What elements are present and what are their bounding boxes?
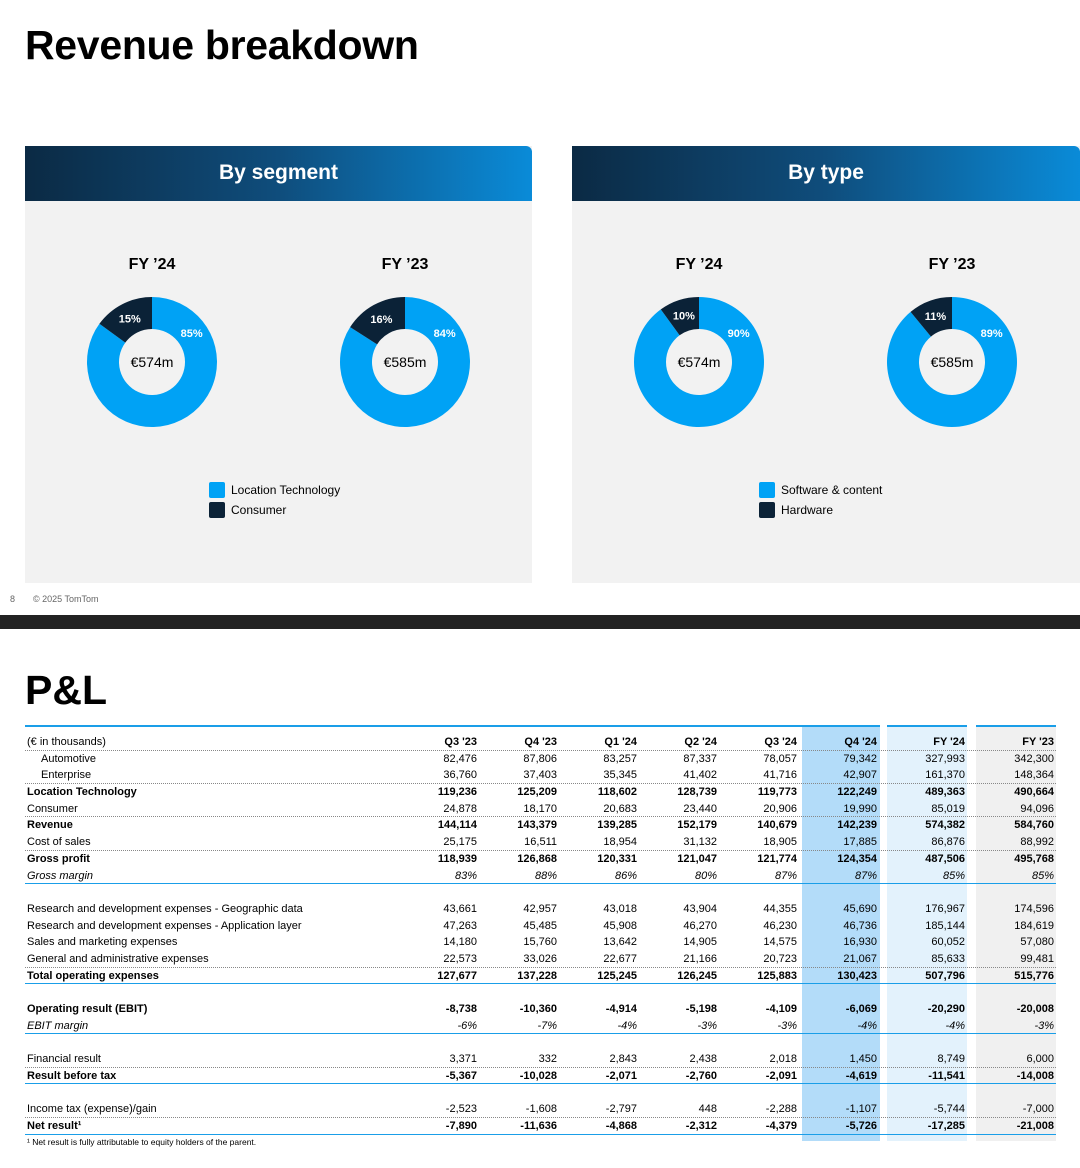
table-cell: -8,738	[445, 1003, 477, 1015]
table-cell: -3%	[1034, 1019, 1054, 1032]
legend-item-consumer	[209, 500, 340, 520]
table-cell: -10,028	[519, 1069, 557, 1082]
table-row	[25, 784, 1056, 801]
table-cell: 16,930	[843, 936, 877, 949]
legend-swatch-dark	[209, 502, 225, 518]
slide-footer	[0, 594, 1080, 606]
donut-label: FY ’24	[675, 256, 723, 273]
table-cell: -7,890	[445, 1119, 477, 1132]
table-cell: 85%	[942, 869, 965, 882]
row-label: Financial result	[27, 1053, 101, 1066]
donut-center-value: €585m	[930, 354, 974, 370]
table-row	[25, 801, 1056, 818]
header-label: (€ in thousands)	[27, 736, 106, 748]
legend-swatch-light	[759, 482, 775, 498]
panel-heading: By type	[788, 161, 864, 184]
table-cell: 79,342	[843, 752, 877, 765]
table-cell: 119,773	[757, 786, 797, 799]
table-cell: -2,523	[445, 1103, 477, 1116]
legend-item-hardware	[759, 500, 882, 520]
table-row	[25, 1001, 1056, 1018]
table-cell: 25,175	[443, 836, 477, 849]
table-cell: 41,402	[683, 769, 717, 782]
donut-label-light: 84%	[433, 328, 456, 341]
table-cell: 94,096	[1020, 802, 1054, 815]
table-cell: -5,198	[685, 1003, 717, 1015]
table-row	[25, 918, 1056, 935]
table-cell: 1,450	[849, 1053, 877, 1066]
table-cell: 37,403	[523, 769, 557, 782]
table-cell: 21,166	[683, 952, 717, 965]
table-row	[25, 934, 1056, 951]
table-cell: 31,132	[683, 836, 717, 849]
table-cell: 45,485	[523, 919, 557, 932]
table-cell: -4%	[857, 1019, 877, 1032]
table-cell: 342,300	[1014, 752, 1054, 765]
table-cell: 14,575	[763, 936, 797, 949]
row-label: Revenue	[27, 819, 73, 832]
table-row	[25, 901, 1056, 918]
column-header: Q3 '23	[444, 736, 477, 748]
row-label: Cost of sales	[27, 836, 91, 849]
table-cell: -17,285	[927, 1119, 965, 1132]
table-cell: 99,481	[1020, 952, 1054, 965]
panel-header	[572, 146, 1080, 201]
row-label: Sales and marketing expenses	[27, 936, 178, 949]
table-cell: 22,573	[443, 952, 477, 965]
donut-label-dark: 15%	[118, 313, 141, 326]
table-cell: -4,914	[605, 1003, 637, 1015]
table-cell: 125,209	[517, 786, 557, 799]
table-cell: 490,664	[1014, 786, 1054, 799]
table-cell: -14,008	[1016, 1069, 1054, 1082]
table-cell: 17,885	[843, 836, 877, 849]
table-cell: -21,008	[1016, 1119, 1054, 1132]
table-cell: -2,071	[605, 1069, 637, 1082]
table-cell: 2,438	[689, 1053, 717, 1066]
table-cell: 139,285	[597, 819, 637, 832]
table-cell: 86%	[614, 869, 637, 882]
table-row	[25, 767, 1056, 784]
table-cell: 18,905	[763, 836, 797, 849]
donut-svg	[86, 296, 218, 428]
table-cell: 88,992	[1020, 836, 1054, 849]
table-cell: 88%	[534, 869, 557, 882]
table-cell: 85%	[1031, 869, 1054, 882]
table-cell: 144,114	[437, 819, 477, 832]
table-cell: -7,000	[1022, 1103, 1054, 1116]
table-cell: 46,270	[683, 919, 717, 932]
page-number: 8	[10, 594, 16, 604]
table-cell: 137,228	[517, 969, 557, 982]
table-cell: 122,249	[837, 786, 877, 799]
table-cell: -20,008	[1016, 1003, 1054, 1015]
table-cell: 20,906	[763, 802, 797, 815]
pl-table	[25, 726, 1056, 1135]
table-cell: 43,661	[443, 902, 477, 915]
donut-center-value: €574m	[130, 354, 174, 370]
column-header: Q3 '24	[764, 736, 797, 748]
table-cell: 60,052	[931, 936, 965, 949]
table-cell: 489,363	[925, 786, 965, 799]
donut-chart-type-fy23	[882, 256, 1022, 428]
table-cell: 45,690	[843, 902, 877, 915]
table-cell: 118,939	[437, 852, 477, 865]
table-cell: -6%	[457, 1019, 477, 1032]
table-row	[25, 1118, 1056, 1135]
column-header: Q4 '23	[524, 736, 557, 748]
table-cell: 19,990	[843, 802, 877, 815]
donut-center-value: €585m	[383, 354, 427, 370]
legend-label: Software & content	[781, 483, 883, 497]
table-cell: 46,736	[843, 919, 877, 932]
table-cell: 42,907	[843, 769, 877, 782]
table-header-row	[25, 734, 1056, 751]
table-cell: 46,230	[763, 919, 797, 932]
table-cell: 128,739	[677, 786, 717, 799]
table-cell: 85,019	[931, 802, 965, 815]
table-cell: 87,337	[683, 752, 717, 765]
table-cell: -5,367	[445, 1069, 477, 1082]
table-cell: 20,683	[603, 802, 637, 815]
pl-slide	[0, 629, 1080, 1168]
table-cell: 124,354	[837, 852, 877, 865]
row-label: Total operating expenses	[27, 969, 159, 982]
table-row	[25, 751, 1056, 768]
legend-swatch-dark	[759, 502, 775, 518]
row-label: Result before tax	[27, 1069, 117, 1082]
copyright: © 2025 TomTom	[33, 594, 99, 604]
table-cell: 507,796	[925, 969, 965, 982]
table-cell: 126,868	[517, 852, 557, 865]
table-cell: -10,360	[519, 1003, 557, 1015]
row-label: Enterprise	[41, 769, 92, 782]
column-header: FY '23	[1022, 736, 1054, 748]
table-cell: -4%	[945, 1019, 965, 1032]
table-cell: 35,345	[603, 769, 637, 782]
table-cell: 448	[698, 1103, 717, 1116]
table-cell: 6,000	[1026, 1053, 1054, 1066]
table-cell: 121,047	[677, 852, 717, 865]
table-cell: 140,679	[757, 819, 797, 832]
row-label: Gross margin	[27, 869, 94, 882]
table-cell: 174,596	[1014, 902, 1054, 915]
table-row	[25, 834, 1056, 851]
table-cell: -3%	[697, 1019, 717, 1032]
table-cell: 118,602	[597, 786, 637, 799]
row-label: Research and development expenses - Application layer	[27, 919, 302, 932]
donut-label: FY ’24	[128, 256, 176, 273]
table-cell: 14,180	[443, 936, 477, 949]
table-cell: -3%	[777, 1019, 797, 1032]
donut-label: FY ’23	[381, 256, 429, 273]
table-cell: 21,067	[843, 952, 877, 965]
row-label: Net result¹	[27, 1119, 82, 1132]
table-cell: 185,144	[925, 919, 965, 932]
table-cell: -2,797	[605, 1103, 637, 1116]
table-cell: 327,993	[925, 752, 965, 765]
table-cell: 18,170	[523, 802, 557, 815]
table-cell: -20,290	[927, 1003, 965, 1015]
table-cell: 120,331	[597, 852, 637, 865]
table-cell: -7%	[537, 1019, 557, 1032]
table-cell: -2,312	[685, 1119, 717, 1132]
table-cell: 82,476	[443, 752, 477, 765]
table-cell: 15,760	[523, 936, 557, 949]
by-type-panel	[572, 146, 1080, 583]
table-cell: 83,257	[603, 752, 637, 765]
donut-chart-type-fy24	[629, 256, 769, 428]
table-cell: 2,843	[609, 1053, 637, 1066]
table-row	[25, 868, 1056, 885]
table-cell: -4,619	[845, 1069, 877, 1082]
table-cell: 161,370	[925, 769, 965, 782]
donut-label-light: 85%	[180, 328, 203, 341]
table-cell: 332	[538, 1053, 557, 1066]
table-cell: 44,355	[763, 902, 797, 915]
table-cell: 87,806	[523, 752, 557, 765]
donut-svg	[886, 296, 1018, 428]
table-cell: 36,760	[443, 769, 477, 782]
table-cell: 2,018	[769, 1053, 797, 1066]
column-header: FY '24	[933, 736, 965, 748]
table-cell: 3,371	[449, 1053, 477, 1066]
table-cell: 152,179	[677, 819, 717, 832]
table-cell: 142,239	[837, 819, 877, 832]
table-cell: 125,245	[597, 969, 637, 982]
row-label: Gross profit	[27, 852, 90, 865]
row-label: Income tax (expense)/gain	[27, 1103, 157, 1116]
donut-label: FY ’23	[928, 256, 976, 273]
table-cell: 14,905	[683, 936, 717, 949]
table-cell: 86,876	[931, 836, 965, 849]
table-cell: 487,506	[925, 852, 965, 865]
table-cell: 87%	[774, 869, 797, 882]
table-cell: 125,883	[757, 969, 797, 982]
table-cell: 47,263	[443, 919, 477, 932]
table-cell: 18,954	[603, 836, 637, 849]
table-cell: 41,716	[763, 769, 797, 782]
table-cell: -4,379	[765, 1119, 797, 1132]
donut-svg	[339, 296, 471, 428]
donut-label-dark: 10%	[672, 310, 695, 323]
donut-center-value: €574m	[677, 354, 721, 370]
table-cell: 495,768	[1014, 852, 1054, 865]
by-segment-panel	[25, 146, 532, 583]
legend-label: Location Technology	[231, 483, 341, 497]
row-label: EBIT margin	[27, 1019, 89, 1032]
table-cell: -2,288	[765, 1103, 797, 1116]
legend-label: Consumer	[231, 503, 287, 517]
donut-svg	[633, 296, 765, 428]
table-cell: 176,967	[925, 902, 965, 915]
donut-label-dark: 16%	[370, 314, 393, 327]
panel-heading: By segment	[218, 161, 339, 184]
legend-item-location-technology	[209, 480, 340, 500]
donut-chart-segment-fy24	[82, 256, 222, 428]
table-row	[25, 1101, 1056, 1118]
table-cell: 8,749	[937, 1053, 965, 1066]
table-row	[25, 1068, 1056, 1085]
table-row	[25, 851, 1056, 868]
table-cell: -5,726	[845, 1119, 877, 1132]
table-row	[25, 951, 1056, 968]
table-row	[25, 817, 1056, 834]
table-cell: -1,107	[845, 1103, 877, 1116]
table-cell: 43,904	[683, 902, 717, 915]
table-cell: 78,057	[763, 752, 797, 765]
donut-label-light: 90%	[727, 328, 750, 341]
table-cell: 45,908	[603, 919, 637, 932]
table-cell: -2,091	[765, 1069, 797, 1082]
table-cell: 130,423	[837, 969, 877, 982]
table-cell: 127,677	[437, 969, 477, 982]
table-cell: 85,633	[931, 952, 965, 965]
table-cell: 584,760	[1014, 819, 1054, 832]
table-cell: 22,677	[603, 952, 637, 965]
slide-divider	[0, 615, 1080, 629]
row-label: General and administrative expenses	[27, 952, 209, 965]
table-cell: 43,018	[603, 902, 637, 915]
table-cell: 33,026	[523, 952, 557, 965]
panel-header	[25, 146, 532, 201]
table-cell: 119,236	[437, 786, 477, 799]
table-cell: -11,636	[520, 1119, 557, 1132]
table-cell: 20,723	[763, 952, 797, 965]
row-label: Research and development expenses - Geographic data	[27, 902, 303, 915]
column-header: Q4 '24	[844, 736, 877, 748]
row-label: Operating result (EBIT)	[27, 1003, 148, 1015]
row-label: Consumer	[27, 802, 78, 815]
table-cell: 184,619	[1014, 919, 1054, 932]
table-cell: 574,382	[925, 819, 965, 832]
table-cell: -5,744	[933, 1103, 965, 1116]
table-cell: -4%	[617, 1019, 637, 1032]
table-cell: -4,109	[765, 1003, 797, 1015]
table-cell: 126,245	[677, 969, 717, 982]
footnote: ¹ Net result is fully attributable to equity holders of the parent.	[27, 1137, 257, 1147]
legend	[759, 480, 882, 520]
legend-swatch-light	[209, 482, 225, 498]
row-label: Location Technology	[27, 786, 137, 799]
table-cell: 143,379	[517, 819, 557, 832]
table-row	[25, 1018, 1056, 1035]
donut-chart-segment-fy23	[335, 256, 475, 428]
table-cell: -1,608	[525, 1103, 557, 1116]
column-header: Q2 '24	[684, 736, 717, 748]
table-cell: 87%	[854, 869, 877, 882]
table-cell: -11,541	[928, 1069, 965, 1082]
table-cell: 57,080	[1020, 936, 1054, 949]
table-cell: 24,878	[443, 802, 477, 815]
table-cell: -2,760	[685, 1069, 717, 1082]
row-label: Automotive	[41, 752, 97, 765]
table-cell: -6,069	[845, 1003, 877, 1015]
legend	[209, 480, 340, 520]
column-header: Q1 '24	[604, 736, 637, 748]
table-cell: 13,642	[603, 936, 637, 949]
table-cell: 148,364	[1014, 769, 1054, 782]
table-row	[25, 1051, 1056, 1068]
table-cell: -4,868	[605, 1119, 637, 1132]
table-cell: 515,776	[1014, 969, 1054, 982]
table-cell: 23,440	[683, 802, 717, 815]
table-cell: 42,957	[523, 902, 557, 915]
table-cell: 80%	[694, 869, 717, 882]
slide-title: Revenue breakdown	[25, 22, 419, 68]
slide-title: P&L	[25, 667, 107, 713]
table-cell: 121,774	[757, 852, 797, 865]
legend-label: Hardware	[781, 503, 834, 517]
table-cell: 83%	[454, 869, 477, 882]
table-cell: 16,511	[524, 836, 557, 849]
table-row	[25, 968, 1056, 985]
legend-item-software-content	[759, 480, 882, 500]
donut-label-dark: 11%	[924, 310, 947, 323]
donut-label-light: 89%	[980, 328, 1003, 341]
